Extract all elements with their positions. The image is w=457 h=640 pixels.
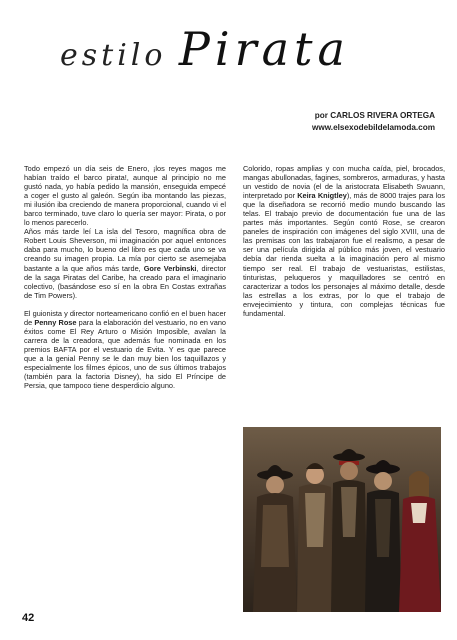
author-name: por CARLOS RIVERA ORTEGA <box>314 111 435 120</box>
website-link[interactable]: www.elsexodebildelamoda.com <box>312 123 435 132</box>
cast-illustration <box>243 427 441 612</box>
pirates-cast-photo <box>243 427 441 612</box>
paragraph: Colorido, ropas amplias y con mucha caída, piel, brocados, mangas abullonadas, fagines, sombreros, armaduras, y hasta un vestido de novia (el de la aristocrata Elisabeth Swuann, interpretado por Keira Knigtley), más de 8000 trajes para los que la diseñadora se recorrió medio mundo buscando las telas. El trabajo previo de documentación fue una de las partes más importantes. Según contó Rose, se crearon paneles de inspiración con imágenes del siglo XVIII, una de las premisas con las trabajaron fue el realismo, a pesar de ser una película dirigida al público más joven, el vestuario debía dar rienda suelta a la imaginación pero al mismo tiempo ser real. El trabajo de vestuaristas, estilistas, tinturistas, peluqueros y maquilladores se centró en caracterizar a todos los personajes al máximo detalle, desde las estrellas a los extras, por lo que el trabajo de envejecimiento y tintura, con complejas técnicas fue fundamental. <box>243 164 445 318</box>
paragraph: El guionista y director norteamericano confió en el buen hacer de Penny Rose para la elaboración del vestuario, no en vano éxitos come El Rey Arturo o Misión Imposible, avalan la carrera de la creadora, que además fue nominada en los premios BAFTA por el vestuario de Evita. Y es que parece que a la genial Penny se le dan muy bien los taquillazos y especialmente los filmes épicos, uno de sus últimos trabajos (también para la factoria Disney), ha sido El Príncipe de Persia, que tampoco tiene desperdicio alguno. <box>24 308 226 391</box>
highlighted-name: Gore Verbinski <box>143 263 197 273</box>
left-column <box>24 164 226 399</box>
paragraph: Todo empezó un día seis de Enero, ¡los reyes magos me habían traído el barco pirata!, aunque al principio no me gustó nada, yo había pedido la mansión, enseguida empecé a coger el gusto al galeón. Según iba montando las piezas, mi ilusión iba creciendo de manera proporcional, cuando vi el barco terminado, tuve claro lo quería ser mayor: Pirata, o por lo menos parecerlo. Años más tarde leí La isla del Tesoro, magnífica obra de Robert Louis Sheverson, mi imaginación por aquel entonces daba para mucho, lo bueno del libro es que cada uno se va creando su imagen propia. La mía por cierto se asemejaba bastante a la que años más tarde, Gore Verbinski, director de la saga Piratas del Caribe, ha creado para el imaginario colectivo, (basándose eso sí en la obra En Costas extrañas de Tim Powers). <box>24 164 226 300</box>
article-title <box>60 22 350 92</box>
right-column <box>243 164 445 327</box>
title-main: Pirata <box>178 22 350 76</box>
byline <box>312 110 435 134</box>
highlighted-name: Penny Rose <box>34 317 77 327</box>
highlighted-name: Keira Knigtley <box>297 191 347 201</box>
title-prefix: estilo <box>60 38 167 73</box>
page-number: 42 <box>22 612 35 624</box>
